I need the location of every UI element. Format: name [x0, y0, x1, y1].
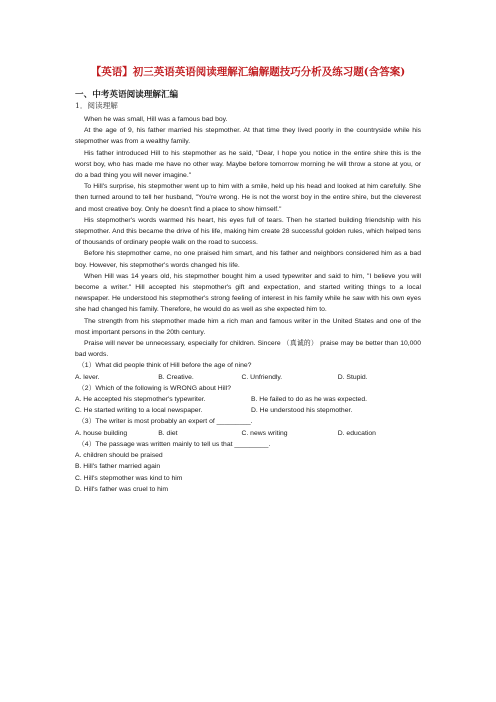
question-4-stem: （4）The passage was written mainly to tell us that _________.	[78, 440, 271, 448]
passage-paragraph: The strength from his stepmother made him a rich man and famous writer in the United States and one of the most important persons in the 20th century.	[75, 317, 421, 336]
option-a: A. He accepted his stepmother's typewriter.	[75, 396, 206, 404]
option-c: C. news writing	[241, 429, 288, 437]
option-b: B. Creative.	[158, 373, 194, 381]
option-c: C. Unfriendly.	[241, 373, 283, 381]
passage-paragraph: When he was small, Hill was a famous bad boy.	[84, 116, 228, 123]
passage-paragraph: His father introduced Hill to his stepmother as he said, "Dear, I hope you notice in the entire shire this is the worst boy, who has made me have no other way. Maybe before tomorrow morning he will throw a stone at you, or do a bad thing you will never imagine."	[75, 149, 421, 180]
passage-paragraph: His stepmother's words warmed his heart, his eyes full of tears. Then he started building friendship with his stepmother. And this became the drive of his life, making him create 28 successful golden rules, which helped tens of thousands of ordinary people walk on the road to success.	[75, 216, 421, 247]
question-1-options	[75, 372, 421, 383]
passage-paragraph: When Hill was 14 years old, his stepmother bought him a used typewriter and said to him, "I believe you will become a writer." Hill accepted his stepmother's gift and expectation, and started writing things to a local newspaper. He understood his stepmother's strong feeling of interest in his family while he saw with his own eyes she had changed his family. Therefore, he would do as well as she expected him to.	[75, 272, 421, 314]
option-b: B. Hill's father married again	[75, 463, 161, 471]
question-1-stem: （1）What did people think of Hill before the age of nine?	[78, 362, 252, 370]
question-3-stem: （3）The writer is most probably an expert of _________.	[78, 418, 253, 426]
option-a: A. house building	[75, 429, 128, 437]
option-b: B. diet	[158, 429, 178, 437]
question-2-options-row2	[75, 405, 421, 416]
option-d: D. Hill's father was cruel to him	[75, 485, 169, 493]
option-d: D. Stupid.	[337, 373, 368, 381]
option-d: D. education	[337, 429, 376, 437]
document-title: 【英语】初三英语英语阅读理解汇编解题技巧分析及练习题(含答案)	[90, 66, 406, 78]
passage-paragraph: Praise will never be unnecessary, especially for children. Sincere （真诚的） praise may be better than 10,000 bad words.	[75, 340, 421, 359]
option-b: B. He failed to do as he was expected.	[251, 396, 367, 404]
passage-paragraph: At the age of 9, his father married his stepmother. At that time they lived poorly in the countryside while his stepmother was from a wealthy family.	[75, 127, 421, 146]
option-c: C. Hill's stepmother was kind to him	[75, 474, 183, 482]
question-3-options	[75, 428, 421, 439]
passage-paragraph: To Hill's surprise, his stepmother went up to him with a smile, held up his head and looked at him carefully. She then turned around to tell her husband, "You're wrong. He is not the worst boy in the entire shire, but the cleverest and most creative boy. Only he doesn't find a place to show himself."	[75, 183, 421, 213]
option-d: D. He understood his stepmother.	[251, 407, 353, 415]
option-c: C. He started writing to a local newspaper.	[75, 407, 203, 415]
passage-body	[75, 114, 421, 495]
question-2-stem: （2）Which of the following is WRONG about Hill?	[78, 384, 231, 392]
option-a: A. children should be praised	[75, 452, 163, 460]
section-heading: 一、中考英语阅读理解汇编	[75, 90, 179, 100]
passage-paragraph: Before his stepmother came, no one praised him smart, and his father and neighbors considered him as a bad boy. However, his stepmother's words changed his life.	[75, 250, 421, 269]
option-a: A. lever.	[75, 373, 100, 381]
item-label: 1．阅读理解	[75, 101, 118, 110]
question-2-options-row1	[75, 394, 421, 405]
